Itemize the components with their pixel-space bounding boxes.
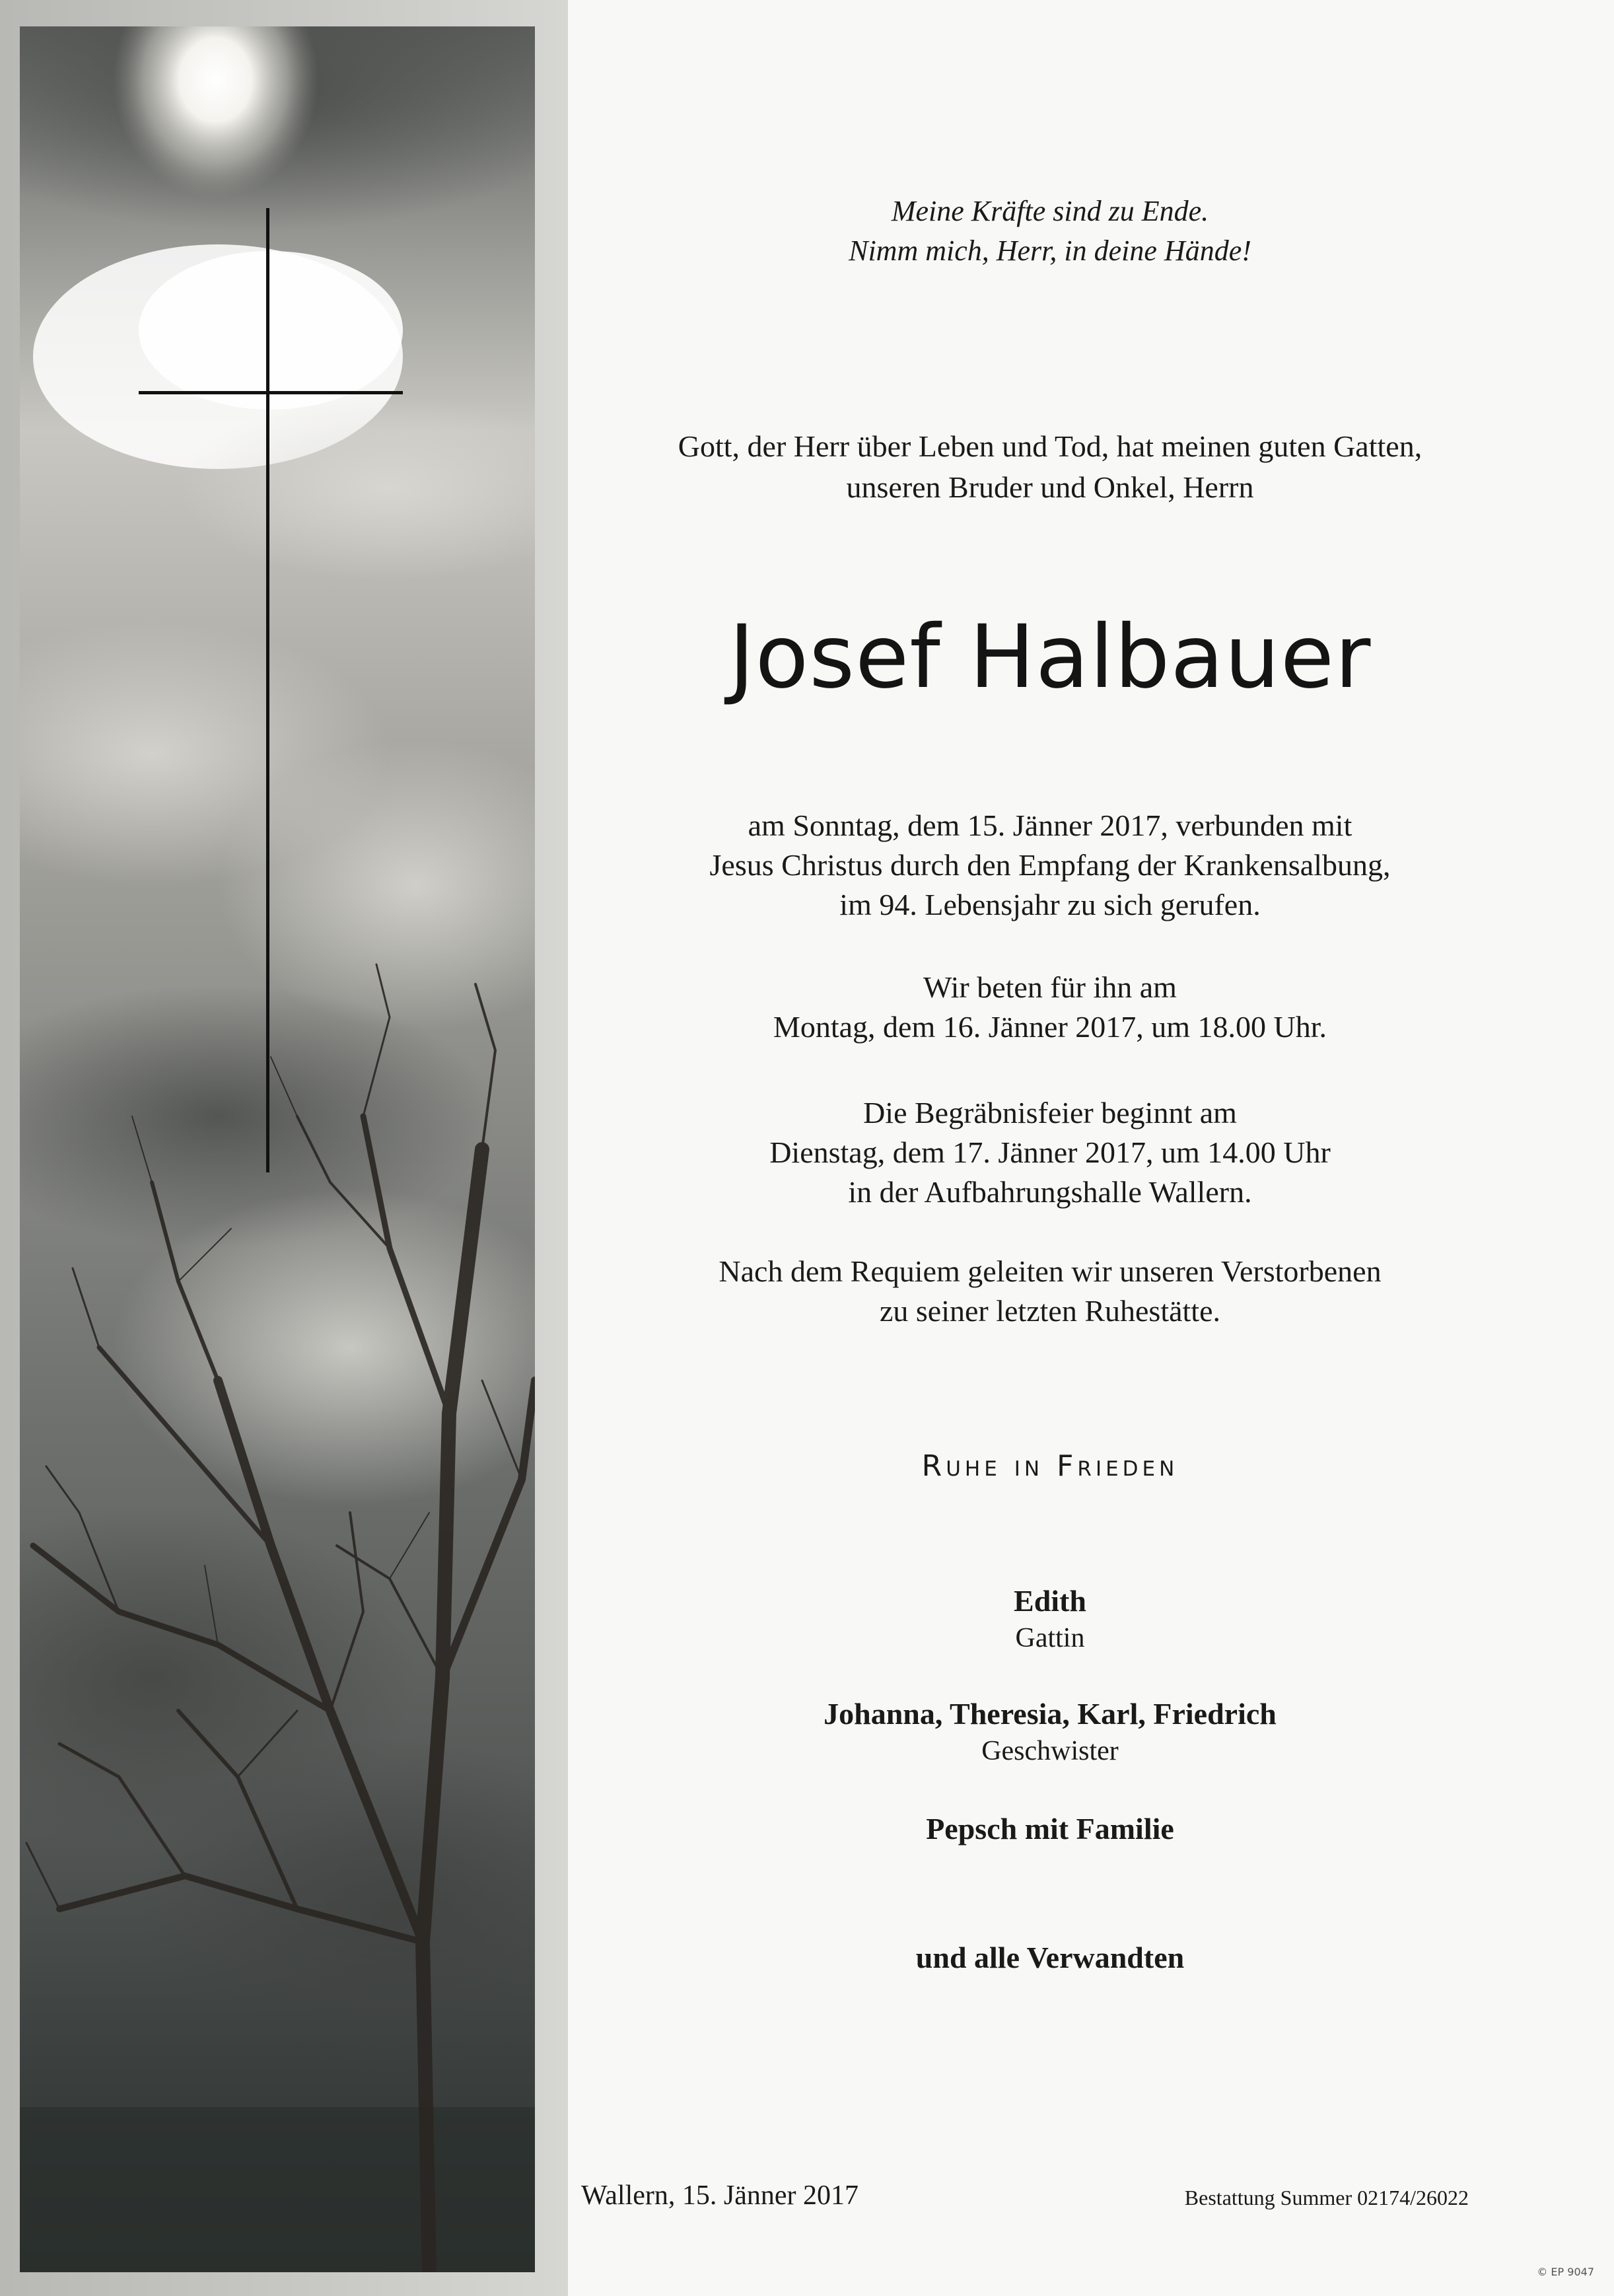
mourner-name: Johanna, Theresia, Karl, Friedrich xyxy=(824,1697,1277,1731)
motto-verse xyxy=(568,192,1532,271)
death-notice-line-2: Jesus Christus durch den Empfang der Krankensalbung, xyxy=(709,848,1391,882)
prayer-notice xyxy=(568,968,1532,1047)
mourner-role: Geschwister xyxy=(981,1736,1119,1766)
mourner-entry xyxy=(568,1810,1532,1848)
funeral-line-2: Dienstag, dem 17. Jänner 2017, um 14.00 Uhr xyxy=(769,1135,1331,1169)
intro-line-1: Gott, der Herr über Leben und Tod, hat meinen guten Gatten, xyxy=(678,429,1422,463)
rest-in-peace: Ruhe in Frieden xyxy=(921,1449,1179,1483)
prayer-line-2: Montag, dem 16. Jänner 2017, um 18.00 Uhr. xyxy=(773,1010,1327,1044)
copyright-note: © EP 9047 xyxy=(1537,2266,1594,2278)
mourner-role: Gattin xyxy=(1015,1623,1085,1653)
mourner-entry xyxy=(568,1939,1532,1977)
intro-text xyxy=(568,426,1532,508)
death-notice xyxy=(568,806,1532,925)
funeral-notice xyxy=(568,1093,1532,1212)
funeral-line-1: Die Begräbnisfeier beginnt am xyxy=(863,1096,1237,1130)
death-notice-line-3: im 94. Lebensjahr zu sich gerufen. xyxy=(839,888,1261,921)
intro-line-2: unseren Bruder und Onkel, Herrn xyxy=(846,470,1254,504)
deceased-name: Josef Halbauer xyxy=(728,606,1372,708)
motto-line-1: Meine Kräfte sind zu Ende. xyxy=(891,195,1209,227)
death-notice-line-1: am Sonntag, dem 15. Jänner 2017, verbunden mit xyxy=(748,808,1352,842)
motto-line-2: Nimm mich, Herr, in deine Hände! xyxy=(849,234,1251,267)
mourner-name: Pepsch mit Familie xyxy=(926,1812,1174,1846)
mourner-name: und alle Verwandten xyxy=(915,1941,1185,1974)
mourner-name: Edith xyxy=(1014,1584,1086,1618)
requiem-line-1: Nach dem Requiem geleiten wir unseren Verstorbenen xyxy=(719,1254,1382,1288)
prayer-line-1: Wir beten für ihn am xyxy=(923,970,1177,1004)
place-date: Wallern, 15. Jänner 2017 xyxy=(581,2180,859,2211)
mourner-entry xyxy=(568,1695,1532,1769)
undertaker-contact: Bestattung Summer 02174/26022 xyxy=(1184,2186,1469,2209)
cross-icon xyxy=(139,208,403,1172)
funeral-line-3: in der Aufbahrungshalle Wallern. xyxy=(848,1175,1252,1209)
requiem-notice xyxy=(568,1252,1532,1331)
mourner-entry xyxy=(568,1582,1532,1656)
requiem-line-2: zu seiner letzten Ruhestätte. xyxy=(879,1294,1221,1328)
